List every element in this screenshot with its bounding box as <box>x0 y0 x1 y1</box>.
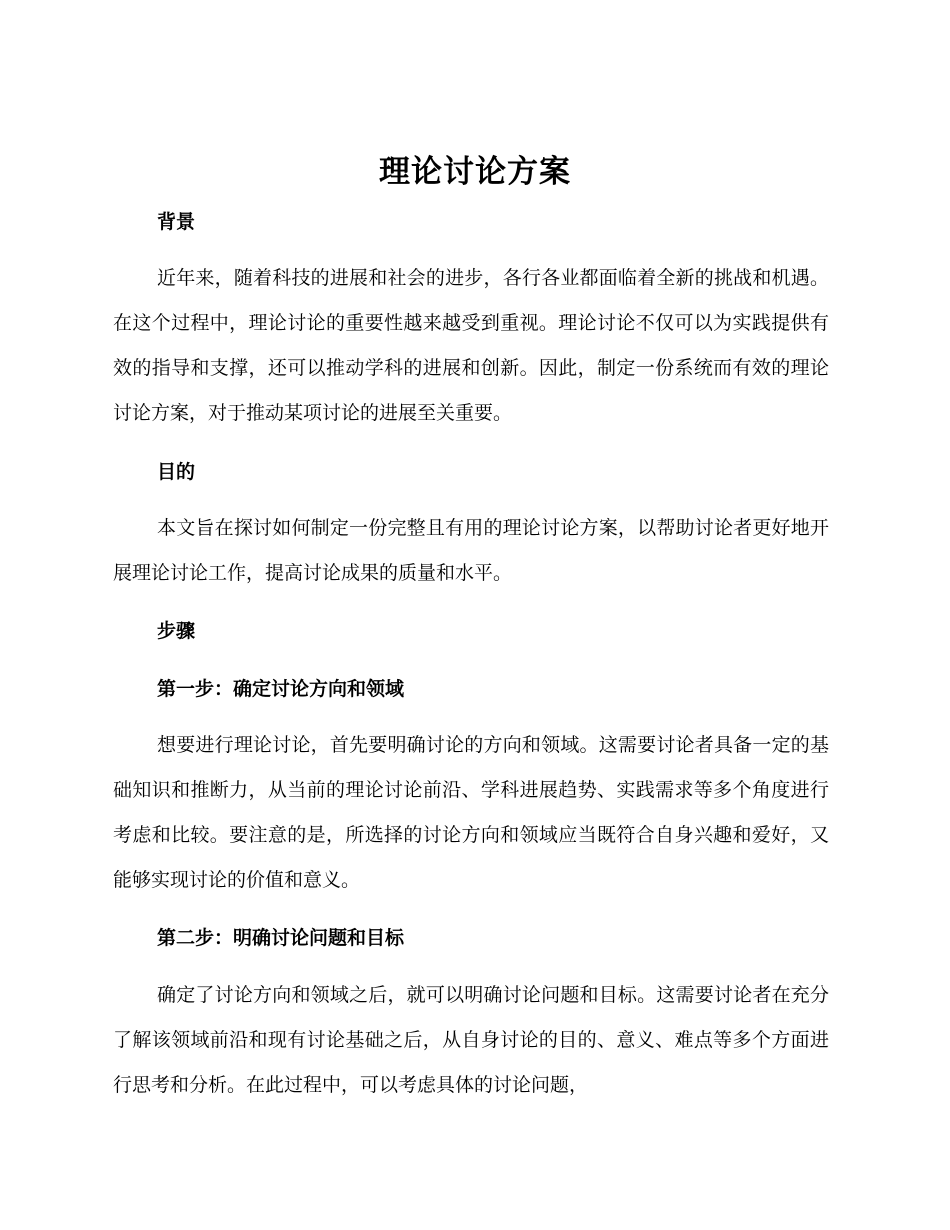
background-paragraph: 近年来，随着科技的进展和社会的进步，各行各业都面临着全新的挑战和机遇。在这个过程中，理论讨论的重要性越来越受到重视。理论讨论不仅可以为实践提供有效的指导和支撑，还可以推动学科的进展和创新。因此，制定一份系统而有效的理论讨论方案，对于推动某项讨论的进展至关重要。 <box>113 267 829 424</box>
section-heading-steps: 步骤 <box>157 620 196 642</box>
step2-paragraph: 确定了讨论方向和领域之后，就可以明确讨论问题和目标。这需要讨论者在充分了解该领域前沿和现有讨论基础之后，从自身讨论的目的、意义、难点等多个方面进行思考和分析。在此过程中，可以考虑具体的讨论问题， <box>113 984 829 1096</box>
document-title: 理论讨论方案 <box>379 154 571 190</box>
step1-heading: 第一步：确定讨论方向和领域 <box>157 678 405 700</box>
step1-paragraph: 想要进行理论讨论，首先要明确讨论的方向和领域。这需要讨论者具备一定的基础知识和推断力，从当前的理论讨论前沿、学科进展趋势、实践需求等多个角度进行考虑和比较。要注意的是，所选择的讨论方向和领域应当既符合自身兴趣和爱好，又能够实现讨论的价值和意义。 <box>113 734 829 891</box>
section-heading-purpose: 目的 <box>157 461 196 483</box>
purpose-paragraph: 本文旨在探讨如何制定一份完整且有用的理论讨论方案，以帮助讨论者更好地开展理论讨论工作，提高讨论成果的质量和水平。 <box>113 517 829 584</box>
section-heading-background: 背景 <box>157 211 196 233</box>
step2-heading: 第二步：明确讨论问题和目标 <box>157 927 405 949</box>
